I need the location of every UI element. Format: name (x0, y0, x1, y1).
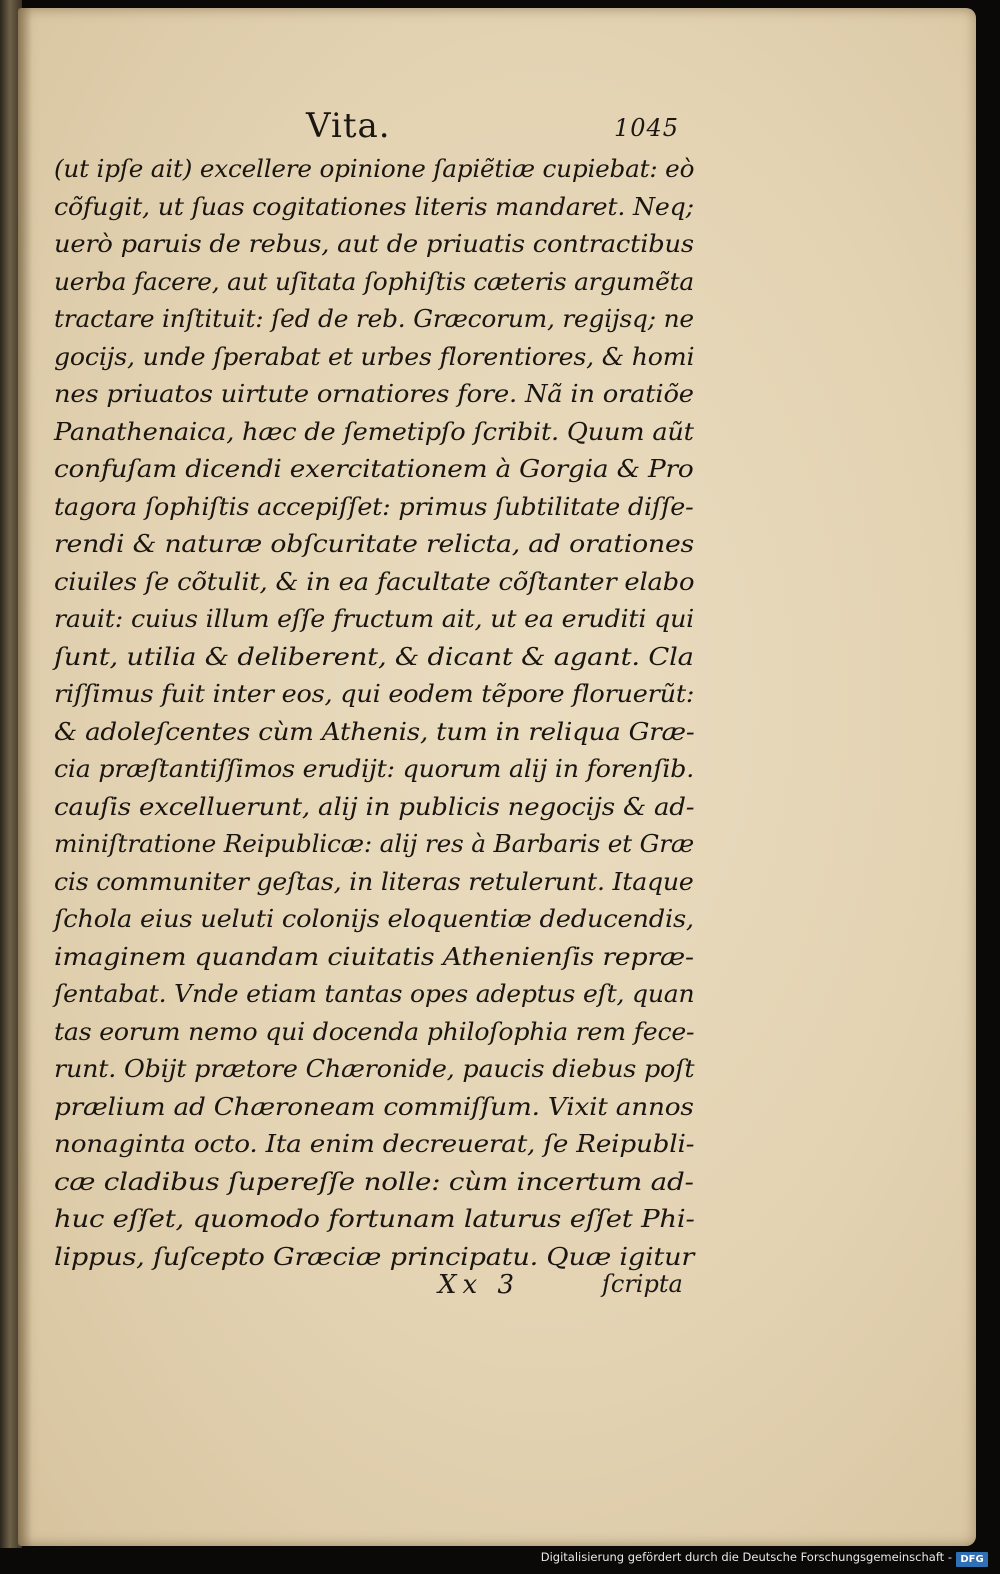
text-line: imaginem quandam ciuitatis Athenienſis repræ- (54, 941, 694, 971)
text-line: uerba facere, aut uſitata ſophiſtis cæteris argumẽta (54, 266, 694, 296)
text-line: cia præſtantiſſimos erudijt: quorum alij in forenſib. (54, 754, 695, 783)
text-line: runt. Obijt prætore Chæronide, paucis diebus poſt (54, 1054, 695, 1083)
text-line: riſſimus fuit inter eos, qui eodem tẽpore floruerũt: (54, 679, 695, 708)
funding-credit: Digitalisierung gefördert durch die Deutsche Forschungsgemeinschaft - (540, 1550, 952, 1564)
page-number: 1045 (614, 114, 680, 142)
page-edge-shadow (18, 8, 32, 1546)
text-line: huc eſſet, quomodo fortunam laturus eſſet Phi- (54, 1204, 695, 1233)
text-line: ſunt, utilia & deliberent, & dicant & agant. Cla (54, 641, 694, 671)
running-head-title: Vita. (306, 106, 391, 146)
text-line: tas eorum nemo qui docenda philoſophia rem fece- (54, 1016, 695, 1046)
text-line: ciuiles ſe cõtulit, & in ea facultate cõſtanter elabo (54, 566, 695, 596)
text-line: & adoleſcentes cùm Athenis, tum in reliqua Græ- (54, 716, 695, 746)
text-line: rauit: cuius illum eſſe fructum ait, ut ea eruditi qui (54, 604, 695, 633)
text-line: nes priuatos uirtute ornatiores fore. Nã in oratiõe (54, 379, 694, 408)
text-line: tractare inſtituit: ſed de reb. Græcorum, regijsq; ne (54, 304, 694, 333)
signature-mark: Xx 3 (438, 1270, 520, 1300)
text-line: cis communiter geſtas, in literas retulerunt. Itaque (54, 866, 694, 896)
text-line: (ut ipſe ait) excellere opinione ſapiẽtiæ cupiebat: eò (54, 154, 695, 183)
text-line: confuſam dicendi exercitationem à Gorgia & Pro (54, 454, 694, 483)
catchword: ſcripta (602, 1270, 683, 1298)
body-text (54, 150, 694, 1275)
text-line: tagora ſophiſtis accepiſſet: primus ſubtilitate diſſe- (54, 491, 694, 521)
text-line: uerò paruis de rebus, aut de priuatis contractibus (54, 229, 694, 258)
text-line: ſentabat. Vnde etiam tantas opes adeptus eſt, quan (54, 979, 695, 1008)
text-line: cæ cladibus ſupereſſe nolle: cùm incertum ad- (54, 1166, 694, 1196)
text-line: prælium ad Chæroneam commiſſum. Vixit annos (54, 1091, 694, 1121)
dfg-logo: DFG (956, 1552, 988, 1567)
text-line: cauſis excelluerunt, alij in publicis negocijs & ad- (54, 791, 695, 821)
text-line: miniſtratione Reipublicæ: alij res à Barbaris et Græ (54, 829, 695, 858)
text-line: rendi & naturæ obſcuritate relicta, ad orationes (54, 529, 695, 558)
text-line: nonaginta octo. Ita enim decreuerat, ſe Reipubli- (54, 1129, 695, 1158)
text-line: Panathenaica, hæc de ſemetipſo ſcribit. Quum aũt (54, 416, 694, 446)
text-line: ſchola eius ueluti colonijs eloquentiæ deducendis, (54, 904, 694, 933)
text-line: gocijs, unde ſperabat et urbes florentiores, & homi (54, 341, 695, 371)
text-line: cõfugit, ut ſuas cogitationes literis mandaret. Neq; (54, 191, 694, 221)
text-line: lippus, ſuſcepto Græciæ principatu. Quæ igitur (54, 1241, 695, 1271)
